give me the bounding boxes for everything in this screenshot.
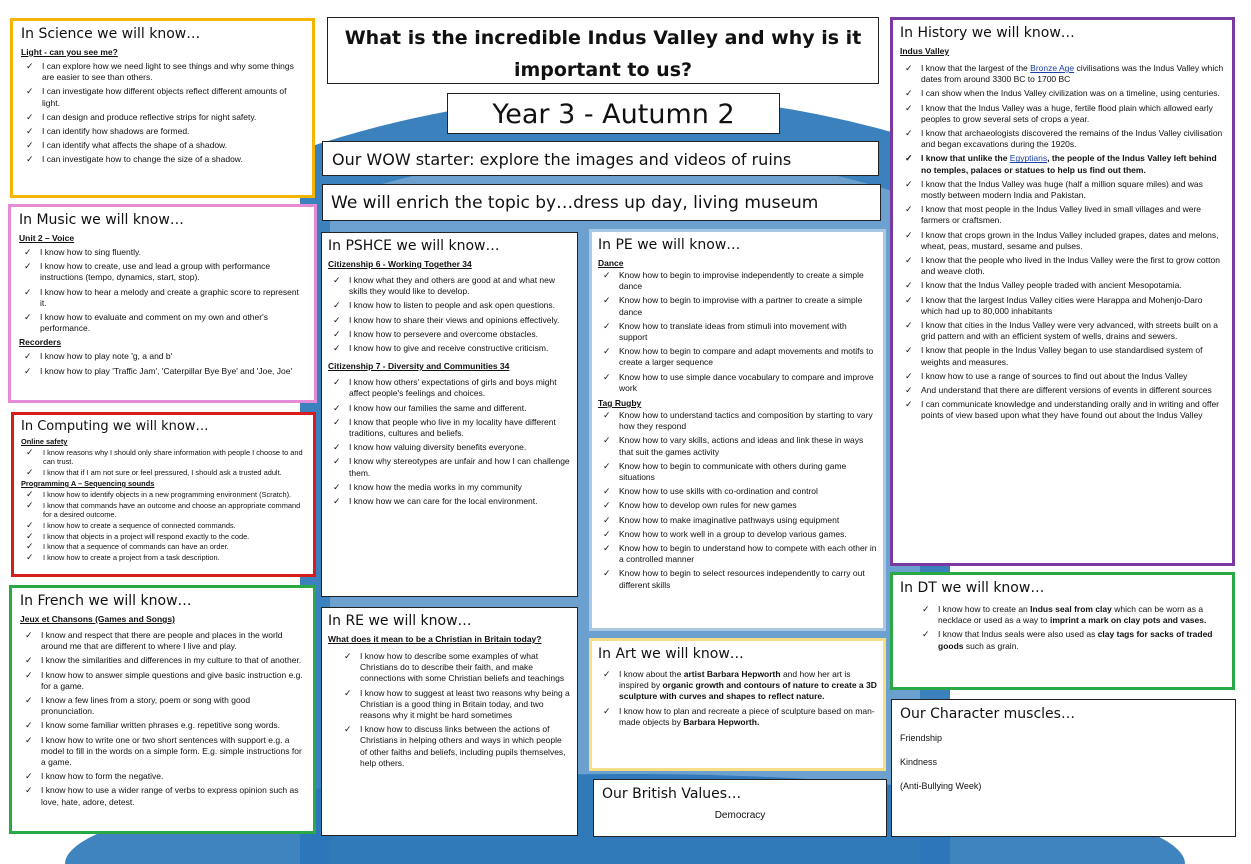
check-icon: ✓	[603, 568, 611, 579]
check-icon: ✓	[24, 247, 32, 257]
list-item: ✓ I know how to suggest at least two reasons why being a Christian is a good thing in Britain today, and two reasons why it might be hard sometimes	[344, 687, 570, 721]
check-icon: ✓	[603, 346, 611, 357]
check-icon: ✓	[24, 286, 32, 297]
check-icon: ✓	[24, 365, 32, 376]
list-item: ✓ I can design and produce reflective strips for night safety.	[26, 111, 257, 122]
list-item: ✓ I know how to give and receive constructive criticism.	[333, 343, 549, 354]
list-item: ✓ I know that a sequence of commands can have an order.	[26, 541, 229, 552]
check-icon: ✓	[333, 377, 341, 388]
list-item: ✓ I know how we can care for the local environment.	[333, 496, 538, 507]
check-icon: ✓	[26, 467, 34, 478]
list-item: ✓ I know how others' expectations of girls and boys might affect people's feelings and choices.	[333, 377, 557, 399]
check-icon: ✓	[603, 486, 611, 497]
list-item: ✓ I can investigate how different objects reflect different amounts of light.	[26, 86, 287, 108]
list-item: ✓ I know how to play 'Traffic Jam', 'Caterpillar Bye Bye' and 'Joe, Joe'	[24, 365, 293, 376]
check-icon: ✓	[24, 312, 32, 323]
list-item: ✓ I can identify what affects the shape of a shadow.	[26, 140, 228, 151]
list-item: ✓ I know that if I am not sure or feel pressured, I should ask a trusted adult.	[26, 467, 282, 478]
list-item: ✓ I know how to create a project from a task description.	[26, 552, 220, 563]
check-icon: ✓	[24, 351, 32, 362]
list-item: ✓ Know how to begin to improvise with a partner to create a simple dance	[603, 295, 863, 317]
check-icon: ✓	[344, 651, 352, 661]
check-icon: ✓	[333, 402, 341, 413]
list-item: ✓ I know why stereotypes are unfair and how I can challenge them.	[333, 456, 570, 478]
list-item: ✓ I know that the largest of the Bronze Age civilisations was the Indus Valley which dates from around 3300 BC to 1700 BC	[905, 63, 1224, 85]
list-item: ✓ Know how to begin to improvise independently to create a simple dance	[603, 270, 864, 292]
check-icon: ✓	[333, 456, 341, 467]
check-icon: ✓	[26, 447, 34, 457]
check-icon: ✓	[26, 541, 34, 552]
check-icon: ✓	[603, 669, 611, 679]
list-item: ✓ Know how to begin to understand how to compete with each other in a controlled manner	[603, 543, 877, 565]
check-icon: ✓	[905, 153, 913, 164]
check-icon: ✓	[905, 102, 913, 113]
character-panel	[891, 699, 1236, 837]
list-item: ✓ Know how to begin to compare and adapt movements and motifs to create a larger sequence	[603, 346, 874, 368]
list-item: ✓ I can investigate how to change the size of a shadow.	[26, 154, 243, 165]
enrich-box	[322, 184, 881, 221]
character-item-kindness: Kindness	[900, 757, 938, 767]
science-subheading: Light - can you see me?	[21, 47, 118, 57]
wow-starter-box	[322, 141, 879, 176]
music-subheading-recorders: Recorders	[19, 337, 62, 348]
list-item: ✓ I know how to describe some examples of what Christians do to describe their faith, and make connections with some Christian beliefs and teachings	[344, 651, 565, 684]
list-item: ✓ Know how to make imaginative pathways using equipment	[603, 514, 840, 525]
list-item: ✓ I know a few lines from a story, poem or song with good pronunciation.	[25, 695, 251, 717]
list-item: ✓ Know how to translate ideas from stimuli into movement with support	[603, 320, 847, 343]
list-item: ✓ I know reasons why I should only share information with people I choose to and can trust.	[26, 447, 303, 467]
list-item: ✓ I can identify how shadows are formed.	[26, 126, 190, 137]
character-item-anti-bullying: (Anti-Bullying Week)	[900, 781, 982, 791]
list-item: ✓ I know how to sing fluently.	[24, 247, 141, 257]
check-icon: ✓	[25, 669, 33, 680]
check-icon: ✓	[603, 514, 611, 525]
check-icon: ✓	[24, 261, 32, 272]
list-item: ✓ I know that the Indus Valley people traded with ancient Mesopotamia.	[905, 280, 1182, 291]
check-icon: ✓	[333, 314, 341, 325]
re-panel	[321, 607, 578, 836]
character-item-friendship: Friendship	[900, 733, 943, 743]
list-item: ✓ I know how our families the same and different.	[333, 402, 527, 413]
history-panel	[890, 17, 1235, 566]
check-icon: ✓	[905, 370, 913, 381]
dt-heading: In DT we will know…	[900, 580, 1045, 596]
pshce-heading: In PSHCE we will know…	[328, 238, 500, 254]
page-title: What is the incredible Indus Valley and why is it important to us?	[344, 27, 862, 81]
check-icon: ✓	[26, 126, 34, 137]
year-term-box	[447, 93, 780, 134]
list-item: ✓ I know how to create a sequence of connected commands.	[26, 519, 236, 530]
list-item: ✓ I know that commands have an outcome and choose an appropriate command for a desired outcome.	[26, 499, 301, 519]
list-item: ✓ I know how the media works in my community	[333, 481, 522, 492]
list-item: ✓ I know how to form the negative.	[25, 771, 164, 782]
pshce-panel	[321, 232, 578, 597]
wow-text: explore the images and videos of ruins	[474, 150, 792, 169]
check-icon: ✓	[905, 294, 913, 305]
check-icon: ✓	[25, 695, 33, 706]
history-subheading: Indus Valley	[900, 46, 950, 56]
french-panel	[9, 585, 316, 834]
science-heading: In Science we will know…	[21, 26, 201, 42]
list-item: ✓ I know how to write one or two short sentences with support e.g. a model to fill in the words on a simple form. E.g. simple instructions for a game.	[25, 734, 302, 768]
check-icon: ✓	[603, 705, 611, 716]
dt-panel	[890, 572, 1235, 690]
pshce-subheading-2: Citizenship 7 - Diversity and Communities 34	[328, 361, 510, 372]
wow-label: Our WOW starter:	[332, 150, 475, 169]
list-item: ✓ I know how to plan and recreate a piece of sculpture based on man-made objects by Barbara Hepworth.	[603, 705, 875, 727]
check-icon: ✓	[26, 499, 34, 510]
list-item: ✓ I know how to evaluate and comment on my own and other's performance.	[24, 312, 268, 334]
list-item: ✓ I know how to use a range of sources to find out about the Indus Valley	[905, 370, 1188, 381]
check-icon: ✓	[905, 88, 913, 99]
list-item: ✓ I know that archaeologists discovered the remains of the Indus Valley civilisation and began excavations during the 1920s.	[905, 128, 1223, 150]
bronze-age-link[interactable]: Bronze Age	[1030, 63, 1075, 73]
science-panel	[10, 18, 315, 198]
check-icon: ✓	[333, 328, 341, 339]
check-icon: ✓	[905, 280, 913, 291]
check-icon: ✓	[905, 204, 913, 215]
check-icon: ✓	[603, 528, 611, 539]
check-icon: ✓	[603, 371, 611, 382]
list-item: ✓ I know that unlike the Egyptians, the people of the Indus Valley left behind no temples, palaces or statues to help us find out them.	[905, 153, 1217, 175]
check-icon: ✓	[333, 300, 341, 311]
check-icon: ✓	[25, 655, 33, 666]
list-item: ✓ I know that people who live in my locality have different traditions, cultures and beliefs.	[333, 416, 556, 439]
list-item: ✓ I know how to hear a melody and create a graphic score to represent it.	[24, 286, 299, 308]
check-icon: ✓	[25, 771, 33, 782]
check-icon: ✓	[26, 530, 34, 541]
music-heading: In Music we will know…	[19, 212, 184, 228]
check-icon: ✓	[26, 154, 34, 165]
list-item: ✓ I know that the Indus Valley was a huge, fertile flood plain which allowed early peoples to grow several sets of crops a year.	[905, 102, 1213, 124]
pe-heading: In PE we will know…	[598, 237, 741, 253]
check-icon: ✓	[26, 111, 34, 122]
list-item: ✓ I know that most people in the Indus Valley lived in small villages and were farmers or craftsmen.	[905, 204, 1202, 226]
list-item: ✓ I know some familiar written phrases e.g. repetitive song words.	[25, 720, 281, 731]
british-value: Democracy	[714, 810, 766, 821]
list-item: ✓ And understand that there are different versions of events in different sources	[905, 385, 1212, 396]
music-subheading: Unit 2 – Voice	[19, 233, 75, 243]
list-item: ✓ I know that the people who lived in the Indus Valley were the first to grow cotton and weave cloth.	[905, 255, 1220, 277]
re-heading: In RE we will know…	[328, 613, 472, 629]
check-icon: ✓	[25, 630, 33, 640]
year-term: Year 3 - Autumn 2	[492, 99, 735, 130]
list-item: ✓ Know how to use skills with co-ordination and control	[603, 486, 818, 497]
check-icon: ✓	[905, 255, 913, 266]
check-icon: ✓	[603, 320, 611, 331]
computing-heading: In Computing we will know…	[21, 419, 209, 434]
list-item: ✓ I know how to create, use and lead a group with performance instructions (tempo, dynamics, start, stop).	[24, 261, 271, 283]
check-icon: ✓	[26, 86, 34, 97]
french-heading: In French we will know…	[20, 593, 192, 609]
list-item: ✓ I know how to create an Indus seal from clay which can be worn as a necklace or used as a way to imprint a mark on clay pots and vases.	[922, 604, 1207, 626]
check-icon: ✓	[603, 460, 611, 471]
art-heading: In Art we will know…	[598, 646, 744, 662]
list-item: ✓ I know that crops grown in the Indus Valley included grapes, dates and melons, wheat, peas, mustard, sesame and pulses.	[905, 229, 1219, 251]
check-icon: ✓	[905, 399, 913, 410]
check-icon: ✓	[333, 442, 341, 453]
computing-subheading: Online safety	[21, 437, 68, 446]
re-subheading: What does it mean to be a Christian in Britain today?	[328, 634, 542, 644]
check-icon: ✓	[603, 543, 611, 554]
list-item: ✓ I know what they and others are good at and what new skills they would like to develop.	[333, 275, 556, 297]
check-icon: ✓	[25, 785, 33, 796]
list-item: ✓ Know how to develop own rules for new games	[603, 500, 797, 511]
french-subheading: Jeux et Chansons (Games and Songs)	[20, 614, 175, 624]
check-icon: ✓	[905, 320, 913, 331]
check-icon: ✓	[333, 481, 341, 492]
page-title-box	[327, 17, 879, 84]
list-item: ✓ Know how to begin to communicate with others during game situations	[603, 460, 847, 483]
list-item: ✓ Know how to work well in a group to develop various games.	[603, 528, 847, 539]
british-values-heading: Our British Values…	[602, 786, 742, 802]
list-item: ✓ I know that people in the Indus Valley began to use standardised system of weights and measures.	[905, 345, 1203, 367]
list-item: ✓ I know how to persevere and overcome obstacles.	[333, 328, 538, 339]
list-item: ✓ I know how valuing diversity benefits everyone.	[333, 442, 527, 453]
list-item: ✓ I know that the Indus Valley was huge (half a million square miles) and was mostly between modern India and Pakistan.	[905, 178, 1203, 201]
check-icon: ✓	[26, 552, 34, 563]
list-item: ✓ Know how to begin to select resources independently to carry out different skills	[603, 568, 865, 590]
check-icon: ✓	[603, 270, 611, 280]
list-item: ✓ I know that objects in a project will respond exactly to the code.	[26, 530, 250, 541]
list-item: ✓ Know how to vary skills, actions and ideas and link these in ways that suit the games activity	[603, 435, 864, 457]
list-item: ✓ I know that the largest Indus Valley cities were Harappa and Mohenjo-Daro which had up to 80,000 inhabitants	[905, 294, 1203, 316]
list-item: ✓ I know how to share their views and opinions effectively.	[333, 314, 560, 325]
list-item: ✓ I know that Indus seals were also used as clay tags for sacks of traded goods such as grain.	[922, 629, 1213, 651]
list-item: ✓ I know how to listen to people and ask open questions.	[333, 300, 556, 311]
check-icon: ✓	[922, 604, 930, 614]
check-icon: ✓	[905, 229, 913, 240]
check-icon: ✓	[26, 140, 34, 151]
art-panel	[589, 638, 886, 771]
computing-panel	[11, 412, 316, 577]
list-item: ✓ I know how to play note 'g, a and b'	[24, 351, 173, 362]
list-item: ✓ I know how to use a wider range of verbs to express opinion such as love, hate, adore, detest.	[25, 785, 299, 807]
check-icon: ✓	[905, 385, 913, 396]
check-icon: ✓	[333, 275, 341, 285]
wow-starter	[323, 142, 878, 176]
check-icon: ✓	[344, 687, 352, 698]
pe-subheading-rugby: Tag Rugby	[598, 398, 642, 409]
check-icon: ✓	[333, 496, 341, 507]
check-icon: ✓	[333, 416, 341, 427]
check-icon: ✓	[25, 734, 33, 745]
music-panel	[8, 204, 317, 403]
check-icon: ✓	[25, 720, 33, 731]
check-icon: ✓	[905, 345, 913, 356]
list-item: ✓ I know about the artist Barbara Hepworth and how her art is inspired by organic growth and contours of nature to create a 3D sculpture with curves and shapes to reflect nature.	[603, 669, 877, 702]
british-values-panel	[593, 779, 887, 837]
list-item: ✓ Know how to use simple dance vocabulary to compare and improve work	[603, 371, 874, 393]
list-item: ✓ I know that cities in the Indus Valley were very advanced, with streets built on a grid pattern and with an efficient system of wells, drains and sewers.	[905, 320, 1219, 342]
history-heading: In History we will know…	[900, 25, 1075, 41]
list-item: ✓ I can communicate knowledge and understanding orally and in writing and offer points of view based upon what they have found out about the Indus Valley	[905, 399, 1219, 421]
check-icon: ✓	[603, 500, 611, 511]
list-item: ✓ I know how to discuss links between the actions of Christians in helping others and ways in which people of other faiths and beliefs, including pupils themselves, help others.	[344, 724, 566, 768]
egyptians-link[interactable]: Egyptians	[1009, 153, 1048, 164]
check-icon: ✓	[905, 63, 913, 73]
list-item: ✓ Know how to understand tactics and composition by starting to vary how they respond	[603, 410, 873, 432]
pshce-subheading: Citizenship 6 - Working Together 34	[328, 259, 472, 269]
check-icon: ✓	[26, 488, 34, 499]
list-item: ✓ I can explore how we need light to see things and why some things are easier to see than others.	[26, 61, 294, 83]
check-icon: ✓	[344, 724, 352, 735]
enrich-text: We will enrich the topic by…dress up day, living museum	[331, 193, 819, 213]
check-icon: ✓	[922, 629, 930, 640]
list-item: ✓ I know how to identify objects in a new programming environment (Scratch).	[26, 488, 292, 499]
character-heading: Our Character muscles…	[900, 706, 1075, 722]
check-icon: ✓	[905, 128, 913, 139]
list-item: ✓ I know the similarities and differences in my culture to that of another.	[25, 655, 302, 666]
check-icon: ✓	[905, 178, 913, 189]
check-icon: ✓	[603, 435, 611, 446]
check-icon: ✓	[333, 343, 341, 354]
list-item: ✓ I know and respect that there are people and places in the world around me that are different to where I live and play.	[25, 630, 283, 652]
list-item: ✓ I can show when the Indus Valley civilization was on a timeline, using centuries.	[905, 88, 1220, 99]
computing-subheading-programming: Programming A – Sequencing sounds	[21, 478, 155, 488]
list-item: ✓ I know how to answer simple questions and give basic instruction e.g. for a game.	[25, 669, 303, 691]
check-icon: ✓	[603, 410, 611, 421]
check-icon: ✓	[603, 295, 611, 306]
pe-subheading: Dance	[598, 258, 624, 268]
check-icon: ✓	[26, 519, 34, 530]
pe-panel	[589, 229, 886, 631]
check-icon: ✓	[26, 61, 34, 71]
